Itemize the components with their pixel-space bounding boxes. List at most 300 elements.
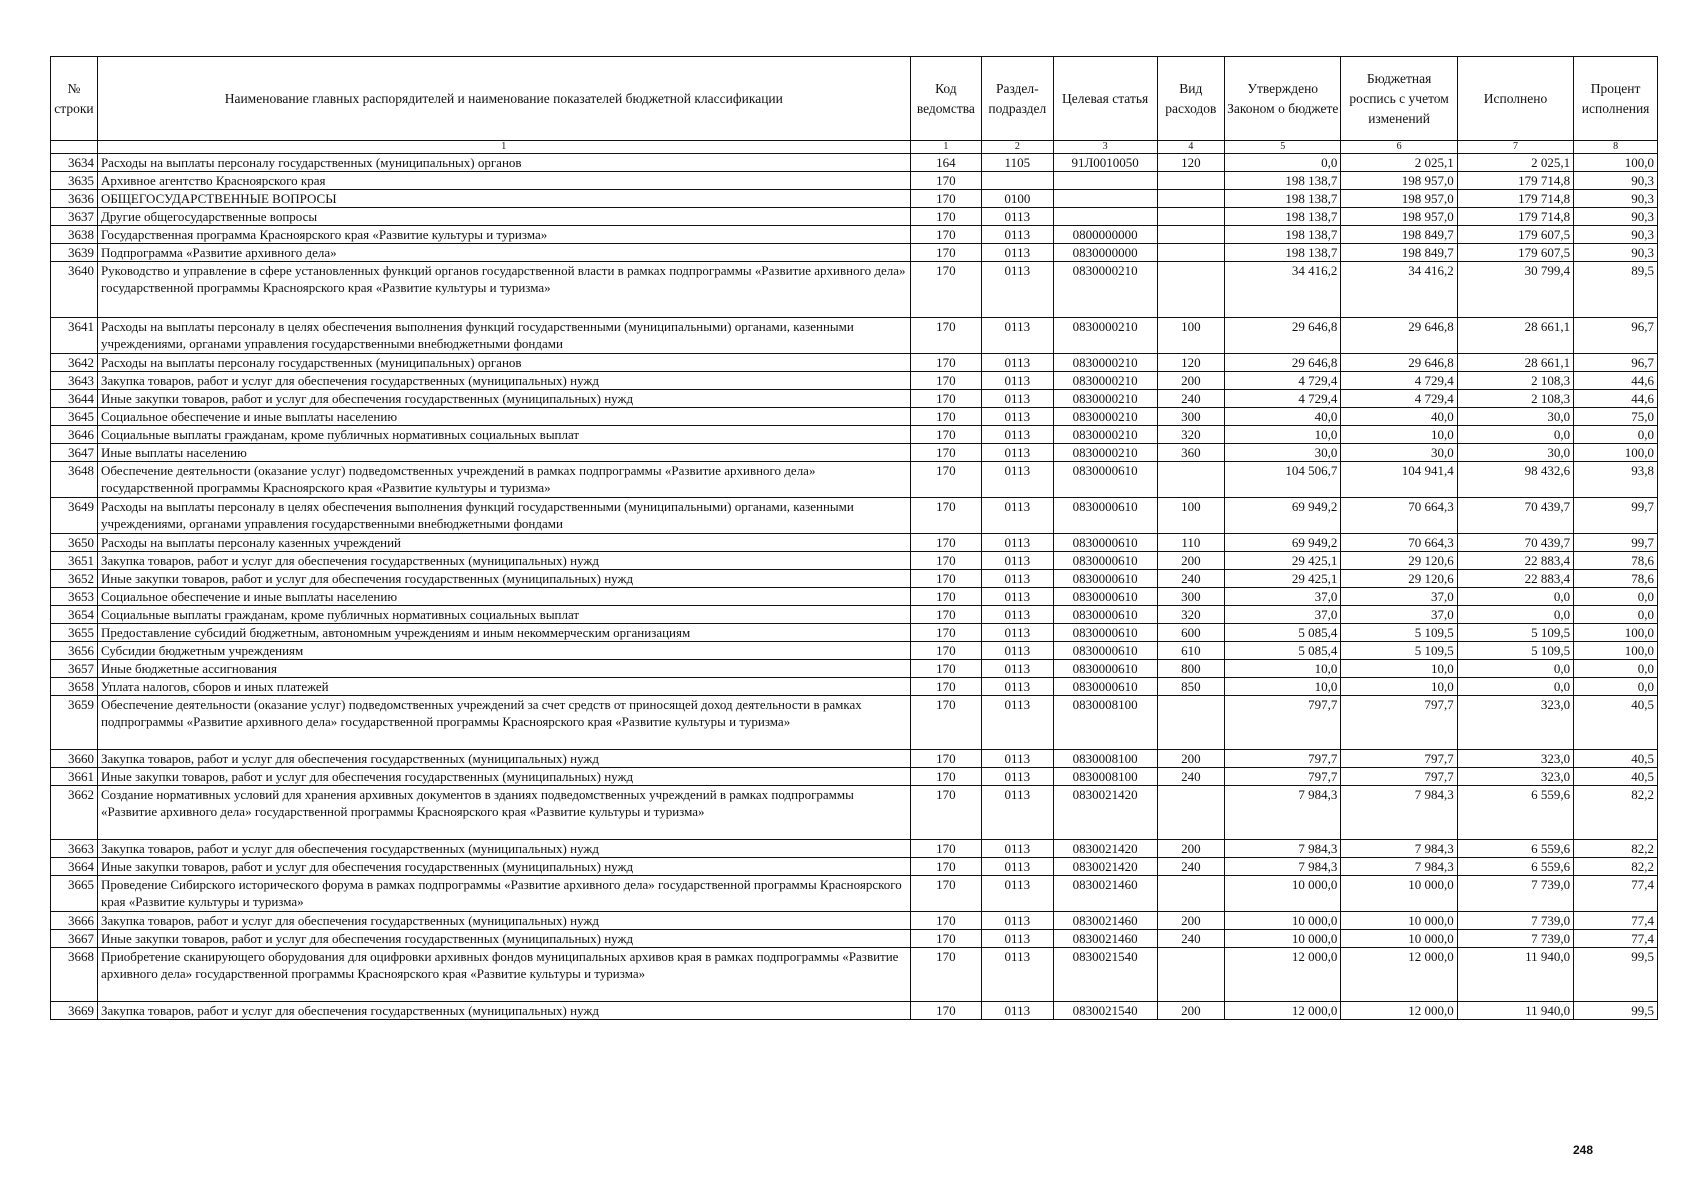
schedule-amount: 40,0 (1341, 408, 1457, 426)
schedule-amount: 10,0 (1341, 426, 1457, 444)
executed-amount: 179 714,8 (1457, 190, 1573, 208)
approved-amount: 10,0 (1225, 660, 1341, 678)
row-number: 3655 (51, 624, 98, 642)
row-number: 3642 (51, 354, 98, 372)
dept-code: 170 (910, 786, 981, 840)
section-code: 0113 (982, 858, 1053, 876)
item-name: Иные закупки товаров, работ и услуг для обеспечения государственных (муниципальных) нужд (97, 570, 910, 588)
executed-amount: 28 661,1 (1457, 354, 1573, 372)
section-code: 0113 (982, 208, 1053, 226)
dept-code: 170 (910, 588, 981, 606)
executed-amount: 179 607,5 (1457, 244, 1573, 262)
execution-percent: 90,3 (1574, 190, 1658, 208)
section-code: 0113 (982, 552, 1053, 570)
item-name: Социальное обеспечение и иные выплаты населению (97, 408, 910, 426)
dept-code: 170 (910, 262, 981, 318)
schedule-amount: 7 984,3 (1341, 786, 1457, 840)
approved-amount: 4 729,4 (1225, 372, 1341, 390)
executed-amount: 179 714,8 (1457, 172, 1573, 190)
item-name: Социальное обеспечение и иные выплаты населению (97, 588, 910, 606)
item-name: Иные закупки товаров, работ и услуг для обеспечения государственных (муниципальных) нужд (97, 858, 910, 876)
schedule-amount: 5 109,5 (1341, 642, 1457, 660)
schedule-amount: 4 729,4 (1341, 372, 1457, 390)
approved-amount: 34 416,2 (1225, 262, 1341, 318)
execution-percent: 75,0 (1574, 408, 1658, 426)
execution-percent: 77,4 (1574, 876, 1658, 912)
execution-percent: 40,5 (1574, 750, 1658, 768)
schedule-amount: 10,0 (1341, 660, 1457, 678)
row-number: 3652 (51, 570, 98, 588)
schedule-amount: 10,0 (1341, 678, 1457, 696)
row-number: 3636 (51, 190, 98, 208)
header-row-number: № строки (51, 57, 98, 141)
expense-type: 200 (1157, 552, 1224, 570)
item-name: Субсидии бюджетным учреждениям (97, 642, 910, 660)
target-article: 0830000210 (1053, 444, 1157, 462)
target-article: 0830021420 (1053, 858, 1157, 876)
dept-code: 170 (910, 372, 981, 390)
dept-code: 170 (910, 660, 981, 678)
section-code: 0113 (982, 768, 1053, 786)
execution-percent: 0,0 (1574, 660, 1658, 678)
section-code: 1105 (982, 154, 1053, 172)
item-name: Социальные выплаты гражданам, кроме публичных нормативных социальных выплат (97, 606, 910, 624)
execution-percent: 100,0 (1574, 444, 1658, 462)
row-number: 3665 (51, 876, 98, 912)
executed-amount: 98 432,6 (1457, 462, 1573, 498)
row-number: 3640 (51, 262, 98, 318)
executed-amount: 7 739,0 (1457, 912, 1573, 930)
approved-amount: 69 949,2 (1225, 534, 1341, 552)
section-code: 0113 (982, 624, 1053, 642)
dept-code: 170 (910, 318, 981, 354)
dept-code: 170 (910, 226, 981, 244)
target-article: 0830000610 (1053, 552, 1157, 570)
dept-code: 170 (910, 858, 981, 876)
section-code: 0113 (982, 912, 1053, 930)
executed-amount: 323,0 (1457, 768, 1573, 786)
expense-type (1157, 786, 1224, 840)
dept-code: 170 (910, 876, 981, 912)
item-name: Закупка товаров, работ и услуг для обеспечения государственных (муниципальных) нужд (97, 1002, 910, 1020)
expense-type: 300 (1157, 588, 1224, 606)
executed-amount: 2 025,1 (1457, 154, 1573, 172)
approved-amount: 7 984,3 (1225, 858, 1341, 876)
approved-amount: 4 729,4 (1225, 390, 1341, 408)
table-body (51, 154, 1658, 1020)
section-code: 0113 (982, 226, 1053, 244)
section-code: 0113 (982, 696, 1053, 750)
target-article: 0830021420 (1053, 840, 1157, 858)
execution-percent: 0,0 (1574, 678, 1658, 696)
column-number: 3 (1053, 141, 1157, 154)
row-number: 3654 (51, 606, 98, 624)
item-name: Закупка товаров, работ и услуг для обеспечения государственных (муниципальных) нужд (97, 552, 910, 570)
schedule-amount: 198 957,0 (1341, 190, 1457, 208)
dept-code: 170 (910, 642, 981, 660)
approved-amount: 198 138,7 (1225, 226, 1341, 244)
execution-percent: 96,7 (1574, 318, 1658, 354)
section-code: 0113 (982, 606, 1053, 624)
execution-percent: 44,6 (1574, 372, 1658, 390)
row-number: 3662 (51, 786, 98, 840)
expense-type: 240 (1157, 858, 1224, 876)
table-row (51, 750, 1658, 768)
row-number: 3669 (51, 1002, 98, 1020)
row-number: 3656 (51, 642, 98, 660)
executed-amount: 30,0 (1457, 444, 1573, 462)
schedule-amount: 797,7 (1341, 768, 1457, 786)
target-article: 0830000210 (1053, 426, 1157, 444)
header-target-article: Целевая статья (1053, 57, 1157, 141)
column-number: 7 (1457, 141, 1573, 154)
expense-type: 610 (1157, 642, 1224, 660)
expense-type (1157, 172, 1224, 190)
approved-amount: 7 984,3 (1225, 786, 1341, 840)
approved-amount: 29 646,8 (1225, 354, 1341, 372)
executed-amount: 30,0 (1457, 408, 1573, 426)
target-article: 0830000610 (1053, 588, 1157, 606)
target-article: 0830000210 (1053, 372, 1157, 390)
dept-code: 170 (910, 678, 981, 696)
target-article: 0830000610 (1053, 660, 1157, 678)
dept-code: 170 (910, 624, 981, 642)
table-row (51, 912, 1658, 930)
schedule-amount: 37,0 (1341, 606, 1457, 624)
executed-amount: 22 883,4 (1457, 570, 1573, 588)
schedule-amount: 29 120,6 (1341, 570, 1457, 588)
approved-amount: 10,0 (1225, 678, 1341, 696)
expense-type: 100 (1157, 498, 1224, 534)
schedule-amount: 198 849,7 (1341, 244, 1457, 262)
approved-amount: 5 085,4 (1225, 642, 1341, 660)
section-code: 0113 (982, 318, 1053, 354)
approved-amount: 797,7 (1225, 750, 1341, 768)
target-article: 0830000610 (1053, 606, 1157, 624)
table-row (51, 154, 1658, 172)
table-row (51, 588, 1658, 606)
section-code: 0113 (982, 678, 1053, 696)
schedule-amount: 70 664,3 (1341, 534, 1457, 552)
execution-percent: 99,7 (1574, 498, 1658, 534)
header-expense-type: Вид расходов (1157, 57, 1224, 141)
row-number: 3649 (51, 498, 98, 534)
target-article: 0830000610 (1053, 678, 1157, 696)
schedule-amount: 2 025,1 (1341, 154, 1457, 172)
expense-type (1157, 462, 1224, 498)
dept-code: 170 (910, 244, 981, 262)
approved-amount: 10 000,0 (1225, 876, 1341, 912)
table-header-row (51, 57, 1658, 141)
table-row (51, 172, 1658, 190)
item-name: Руководство и управление в сфере установленных функций органов государственной власти в рамках подпрограммы «Развитие архивного дела» государственной программы Красноярского края «Развитие культуры и туризма» (97, 262, 910, 318)
dept-code: 170 (910, 208, 981, 226)
executed-amount: 70 439,7 (1457, 498, 1573, 534)
column-number: 8 (1574, 141, 1658, 154)
schedule-amount: 30,0 (1341, 444, 1457, 462)
target-article (1053, 172, 1157, 190)
item-name: Иные бюджетные ассигнования (97, 660, 910, 678)
dept-code: 170 (910, 354, 981, 372)
expense-type: 100 (1157, 318, 1224, 354)
item-name: Государственная программа Красноярского края «Развитие культуры и туризма» (97, 226, 910, 244)
execution-percent: 82,2 (1574, 858, 1658, 876)
approved-amount: 10 000,0 (1225, 930, 1341, 948)
expense-type (1157, 948, 1224, 1002)
target-article: 0830000610 (1053, 624, 1157, 642)
target-article: 0830000210 (1053, 262, 1157, 318)
item-name: Обеспечение деятельности (оказание услуг) подведомственных учреждений в рамках подпрограммы «Развитие архивного дела» государственной программы Красноярского края «Развитие культуры и туризма» (97, 462, 910, 498)
table-row (51, 624, 1658, 642)
table-row (51, 678, 1658, 696)
section-code: 0113 (982, 426, 1053, 444)
schedule-amount: 70 664,3 (1341, 498, 1457, 534)
row-number: 3653 (51, 588, 98, 606)
expense-type: 800 (1157, 660, 1224, 678)
execution-percent: 0,0 (1574, 426, 1658, 444)
expense-type (1157, 876, 1224, 912)
schedule-amount: 37,0 (1341, 588, 1457, 606)
schedule-amount: 12 000,0 (1341, 1002, 1457, 1020)
executed-amount: 70 439,7 (1457, 534, 1573, 552)
target-article: 91Л0010050 (1053, 154, 1157, 172)
row-number: 3661 (51, 768, 98, 786)
section-code (982, 172, 1053, 190)
header-executed: Исполнено (1457, 57, 1573, 141)
item-name: Другие общегосударственные вопросы (97, 208, 910, 226)
execution-percent: 99,7 (1574, 534, 1658, 552)
dept-code: 170 (910, 462, 981, 498)
dept-code: 170 (910, 444, 981, 462)
approved-amount: 198 138,7 (1225, 208, 1341, 226)
column-number: 4 (1157, 141, 1224, 154)
target-article (1053, 208, 1157, 226)
executed-amount: 0,0 (1457, 606, 1573, 624)
dept-code: 170 (910, 912, 981, 930)
executed-amount: 6 559,6 (1457, 858, 1573, 876)
table-row (51, 372, 1658, 390)
row-number: 3643 (51, 372, 98, 390)
approved-amount: 198 138,7 (1225, 190, 1341, 208)
item-name: Расходы на выплаты персоналу казенных учреждений (97, 534, 910, 552)
approved-amount: 37,0 (1225, 588, 1341, 606)
page-number: 248 (1573, 1143, 1594, 1157)
dept-code: 170 (910, 172, 981, 190)
execution-percent: 90,3 (1574, 208, 1658, 226)
column-number: 1 (910, 141, 981, 154)
approved-amount: 797,7 (1225, 696, 1341, 750)
section-code: 0113 (982, 534, 1053, 552)
executed-amount: 0,0 (1457, 588, 1573, 606)
execution-percent: 78,6 (1574, 552, 1658, 570)
section-code: 0113 (982, 948, 1053, 1002)
target-article: 0830000210 (1053, 390, 1157, 408)
item-name: Иные закупки товаров, работ и услуг для обеспечения государственных (муниципальных) нужд (97, 768, 910, 786)
table-row (51, 642, 1658, 660)
row-number: 3646 (51, 426, 98, 444)
executed-amount: 2 108,3 (1457, 390, 1573, 408)
expense-type (1157, 208, 1224, 226)
schedule-amount: 198 957,0 (1341, 208, 1457, 226)
row-number: 3659 (51, 696, 98, 750)
section-code: 0113 (982, 498, 1053, 534)
target-article: 0830008100 (1053, 696, 1157, 750)
target-article: 0800000000 (1053, 226, 1157, 244)
section-code: 0113 (982, 244, 1053, 262)
approved-amount: 10,0 (1225, 426, 1341, 444)
expense-type: 320 (1157, 606, 1224, 624)
item-name: Расходы на выплаты персоналу в целях обеспечения выполнения функций государственными (муниципальными) органами, казенными учреждениями, органами управления государственными внебюджетными фондами (97, 318, 910, 354)
row-number: 3663 (51, 840, 98, 858)
table-row (51, 354, 1658, 372)
item-name: Подпрограмма «Развитие архивного дела» (97, 244, 910, 262)
table-row (51, 426, 1658, 444)
target-article: 0830021540 (1053, 948, 1157, 1002)
row-number: 3650 (51, 534, 98, 552)
schedule-amount: 198 849,7 (1341, 226, 1457, 244)
section-code: 0113 (982, 642, 1053, 660)
table-row (51, 498, 1658, 534)
schedule-amount: 10 000,0 (1341, 912, 1457, 930)
execution-percent: 82,2 (1574, 786, 1658, 840)
approved-amount: 40,0 (1225, 408, 1341, 426)
row-number: 3647 (51, 444, 98, 462)
expense-type: 360 (1157, 444, 1224, 462)
approved-amount: 104 506,7 (1225, 462, 1341, 498)
target-article: 0830000210 (1053, 408, 1157, 426)
row-number: 3668 (51, 948, 98, 1002)
executed-amount: 323,0 (1457, 696, 1573, 750)
expense-type: 120 (1157, 354, 1224, 372)
expense-type: 200 (1157, 372, 1224, 390)
approved-amount: 12 000,0 (1225, 948, 1341, 1002)
execution-percent: 100,0 (1574, 154, 1658, 172)
execution-percent: 90,3 (1574, 172, 1658, 190)
row-number: 3667 (51, 930, 98, 948)
table-row (51, 840, 1658, 858)
target-article: 0830008100 (1053, 750, 1157, 768)
row-number: 3634 (51, 154, 98, 172)
executed-amount: 28 661,1 (1457, 318, 1573, 354)
column-number-row (51, 141, 1658, 154)
dept-code: 164 (910, 154, 981, 172)
schedule-amount: 7 984,3 (1341, 840, 1457, 858)
section-code: 0113 (982, 930, 1053, 948)
column-number-blank (51, 141, 98, 154)
execution-percent: 0,0 (1574, 606, 1658, 624)
expense-type: 240 (1157, 768, 1224, 786)
budget-execution-table (50, 56, 1658, 1020)
schedule-amount: 10 000,0 (1341, 930, 1457, 948)
section-code: 0113 (982, 262, 1053, 318)
dept-code: 170 (910, 930, 981, 948)
target-article: 0830021460 (1053, 930, 1157, 948)
dept-code: 170 (910, 408, 981, 426)
target-article: 0830000610 (1053, 498, 1157, 534)
section-code: 0113 (982, 840, 1053, 858)
section-code: 0113 (982, 462, 1053, 498)
item-name: Расходы на выплаты персоналу в целях обеспечения выполнения функций государственными (муниципальными) органами, казенными учреждениями, органами управления государственными внебюджетными фондами (97, 498, 910, 534)
execution-percent: 0,0 (1574, 588, 1658, 606)
table-row (51, 534, 1658, 552)
dept-code: 170 (910, 390, 981, 408)
dept-code: 170 (910, 498, 981, 534)
approved-amount: 37,0 (1225, 606, 1341, 624)
dept-code: 170 (910, 840, 981, 858)
approved-amount: 7 984,3 (1225, 840, 1341, 858)
executed-amount: 22 883,4 (1457, 552, 1573, 570)
section-code: 0113 (982, 1002, 1053, 1020)
item-name: ОБЩЕГОСУДАРСТВЕННЫЕ ВОПРОСЫ (97, 190, 910, 208)
expense-type: 120 (1157, 154, 1224, 172)
dept-code: 170 (910, 606, 981, 624)
schedule-amount: 104 941,4 (1341, 462, 1457, 498)
row-number: 3644 (51, 390, 98, 408)
expense-type: 240 (1157, 570, 1224, 588)
table-row (51, 190, 1658, 208)
section-code: 0113 (982, 570, 1053, 588)
execution-percent: 99,5 (1574, 948, 1658, 1002)
executed-amount: 0,0 (1457, 426, 1573, 444)
item-name: Иные закупки товаров, работ и услуг для обеспечения государственных (муниципальных) нужд (97, 390, 910, 408)
header-name: Наименование главных распорядителей и наименование показателей бюджетной классификации (97, 57, 910, 141)
expense-type (1157, 696, 1224, 750)
dept-code: 170 (910, 750, 981, 768)
row-number: 3657 (51, 660, 98, 678)
row-number: 3635 (51, 172, 98, 190)
section-code: 0100 (982, 190, 1053, 208)
dept-code: 170 (910, 190, 981, 208)
table-row (51, 390, 1658, 408)
execution-percent: 40,5 (1574, 768, 1658, 786)
dept-code: 170 (910, 696, 981, 750)
item-name: Закупка товаров, работ и услуг для обеспечения государственных (муниципальных) нужд (97, 372, 910, 390)
executed-amount: 11 940,0 (1457, 948, 1573, 1002)
table-row (51, 948, 1658, 1002)
schedule-amount: 29 646,8 (1341, 354, 1457, 372)
dept-code: 170 (910, 1002, 981, 1020)
execution-percent: 96,7 (1574, 354, 1658, 372)
section-code: 0113 (982, 408, 1053, 426)
table-row (51, 858, 1658, 876)
approved-amount: 198 138,7 (1225, 244, 1341, 262)
item-name: Создание нормативных условий для хранения архивных документов в зданиях подведомственных учреждений в рамках подпрограммы «Развитие архивного дела» государственной программы Красноярского края «Развитие культуры и туризма» (97, 786, 910, 840)
item-name: Иные выплаты населению (97, 444, 910, 462)
dept-code: 170 (910, 534, 981, 552)
dept-code: 170 (910, 948, 981, 1002)
expense-type: 240 (1157, 390, 1224, 408)
table-row (51, 876, 1658, 912)
approved-amount: 10 000,0 (1225, 912, 1341, 930)
row-number: 3639 (51, 244, 98, 262)
executed-amount: 6 559,6 (1457, 786, 1573, 840)
expense-type: 200 (1157, 1002, 1224, 1020)
executed-amount: 11 940,0 (1457, 1002, 1573, 1020)
item-name: Закупка товаров, работ и услуг для обеспечения государственных (муниципальных) нужд (97, 750, 910, 768)
approved-amount: 198 138,7 (1225, 172, 1341, 190)
target-article: 0830021460 (1053, 876, 1157, 912)
expense-type (1157, 226, 1224, 244)
section-code: 0113 (982, 750, 1053, 768)
row-number: 3641 (51, 318, 98, 354)
approved-amount: 12 000,0 (1225, 1002, 1341, 1020)
section-code: 0113 (982, 660, 1053, 678)
target-article: 0830008100 (1053, 768, 1157, 786)
executed-amount: 0,0 (1457, 678, 1573, 696)
execution-percent: 40,5 (1574, 696, 1658, 750)
execution-percent: 89,5 (1574, 262, 1658, 318)
table-row (51, 462, 1658, 498)
